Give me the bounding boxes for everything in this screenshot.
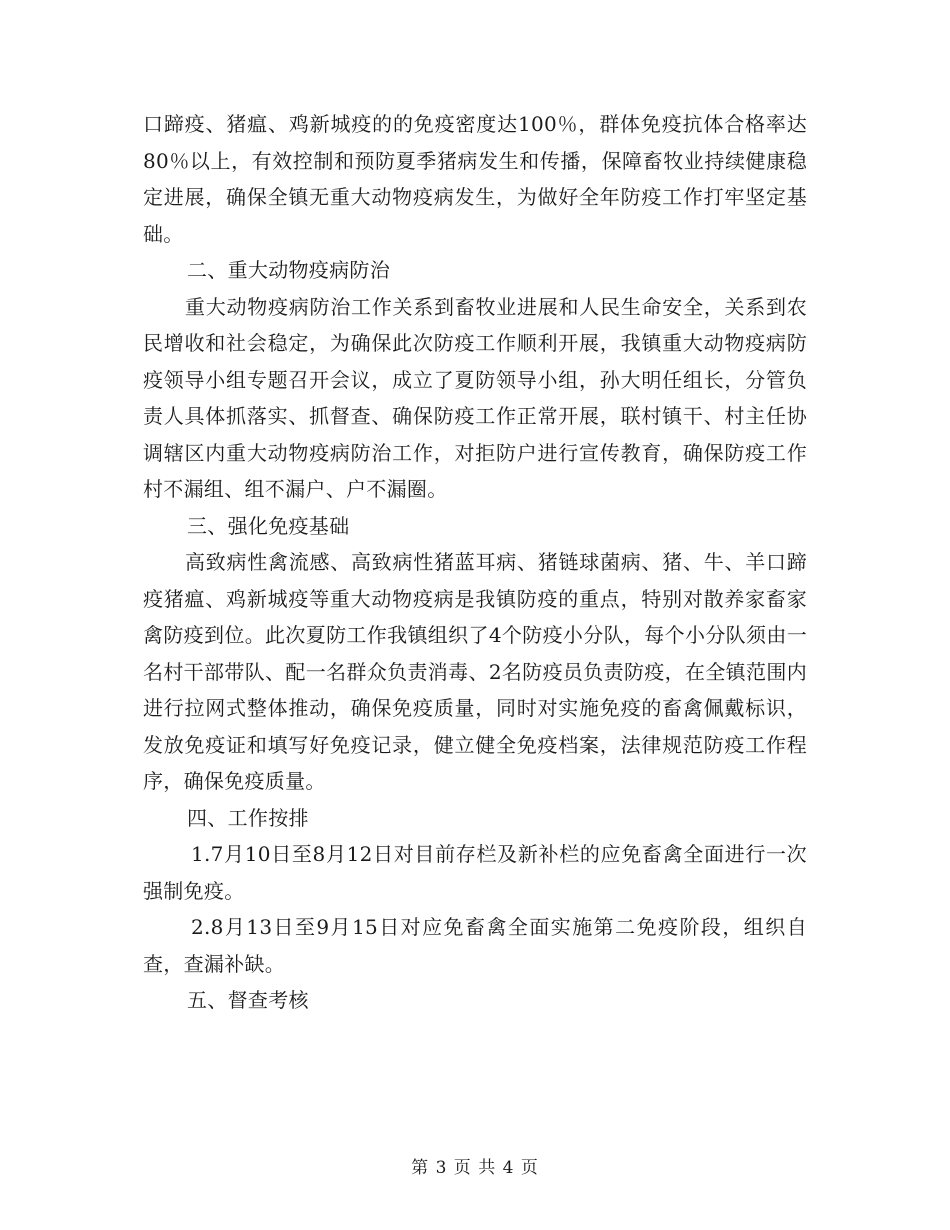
paragraph-disease-control: 重大动物疫病防治工作关系到畜牧业进展和人民生命安全，关系到农民增收和社会稳定，为确保此次防疫工作顺利开展，我镇重大动物疫病防疫领导小组专题召开会议，成立了夏防领导小组，孙大明任组长，分管负责人具体抓落实、抓督查、确保防疫工作正常开展，联村镇干、村主任协调辖区内重大动物疫病防治工作，对拒防户进行宣传教育，确保防疫工作村不漏组、组不漏户、户不漏圈。: [143, 294, 807, 501]
section-heading-disease-control: 二、重大动物疫病防治: [187, 258, 390, 282]
document-body: [143, 106, 807, 1019]
paragraph-vaccination-goal: 口蹄疫、猪瘟、鸡新城疫的的免疫密度达100％，群体免疫抗体合格率达80％以上，有效控制和预防夏季猪病发生和传播，保障畜牧业持续健康稳定进展，确保全镇无重大动物疫病发生，为做好全年防疫工作打牢坚定基础。: [143, 112, 807, 246]
section-heading-immunity-foundation: 三、强化免疫基础: [187, 513, 350, 538]
schedule-item-2: 2.8月13日至9月15日对应免畜禽全面实施第二免疫阶段，组织自查，查漏补缺。: [143, 915, 807, 976]
section-heading-inspection: 五、督查考核: [187, 988, 309, 1012]
page-number-footer: 第 3 页 共 4 页: [411, 1158, 539, 1178]
schedule-item-1: 1.7月10日至8月12日对目前存栏及新补栏的应免畜禽全面进行一次强制免疫。: [143, 842, 807, 903]
section-heading-work-schedule: 四、工作按排: [187, 805, 309, 830]
paragraph-immunity-foundation: 高致病性禽流感、高致病性猪蓝耳病、猪链球菌病、猪、牛、羊口蹄疫猪瘟、鸡新城疫等重大动物疫病是我镇防疫的重点，特别对散养家畜家禽防疫到位。此次夏防工作我镇组织了4个防疫小分队，每个小分队须由一名村干部带队、配一名群众负责消毒、2名防疫员负责防疫，在全镇范围内进行拉网式整体推动，确保免疫质量，同时对实施免疫的畜禽佩戴标识，发放免疫证和填写好免疫记录，健立健全免疫档案，法律规范防疫工作程序，确保免疫质量。: [143, 550, 807, 793]
